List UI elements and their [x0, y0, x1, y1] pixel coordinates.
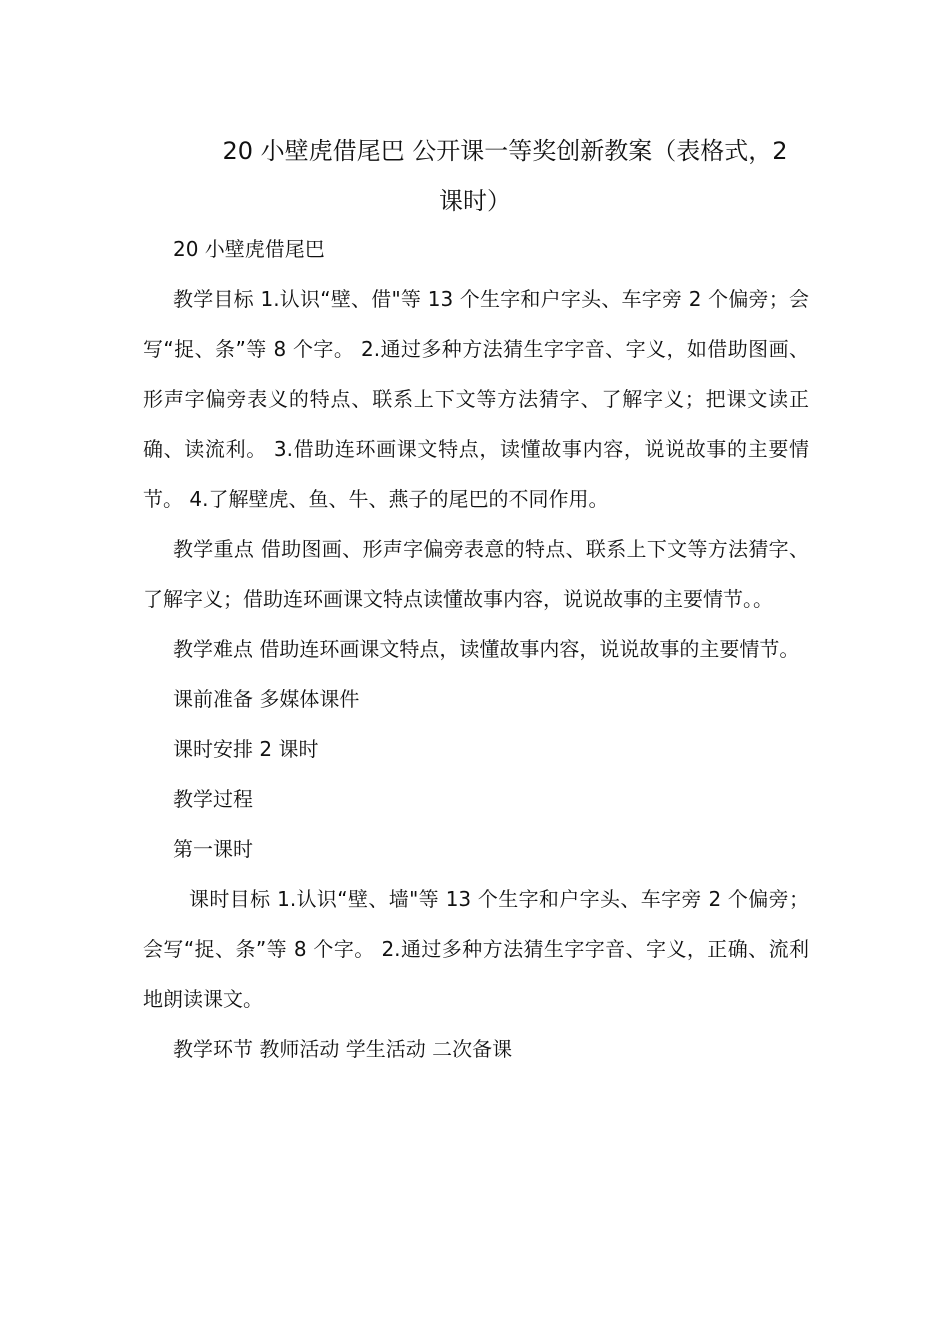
document-body: [143, 224, 809, 1074]
teaching-objectives: 教学目标 1.认识“壁、借"等 13 个生字和户字头、车字旁 2 个偏旁；会写“捉、条”等 8 个字。 2.通过多种方法猜生字字音、字义，如借助图画、形声字偏旁表义的特点、联系上下文等方法猜字、了解字义；把课文读正确、读流利。 3.借助连环画课文特点，读懂故事内容，说说故事的主要情节。 4.了解壁虎、鱼、牛、燕子的尾巴的不同作用。: [143, 287, 809, 511]
title-line-1: 20 小壁虎借尾巴 公开课一等奖创新教案（表格式，2: [222, 137, 788, 165]
document-title: [140, 126, 810, 226]
title-line-2: 课时）: [439, 187, 511, 215]
class-preparation: 课前准备 多媒体课件: [173, 687, 360, 711]
teaching-key-points: 教学重点 借助图画、形声字偏旁表意的特点、联系上下文等方法猜字、了解字义；借助连环画课文特点读懂故事内容，说说故事的主要情节。。: [143, 537, 809, 611]
lesson-subtitle: 20 小壁虎借尾巴: [173, 237, 325, 261]
class-schedule: 课时安排 2 课时: [173, 737, 319, 761]
table-header: 教学环节 教师活动 学生活动 二次备课: [173, 1037, 513, 1061]
first-lesson-heading: 第一课时: [173, 837, 253, 861]
lesson-objectives: 课时目标 1.认识“壁、墙"等 13 个生字和户字头、车字旁 2 个偏旁；会写“捉、条”等 8 个字。 2.通过多种方法猜生字字音、字义，正确、流利地朗读课文。: [143, 887, 809, 1011]
teaching-difficulties: 教学难点 借助连环画课文特点，读懂故事内容，说说故事的主要情节。: [173, 637, 800, 661]
teaching-process: 教学过程: [173, 787, 253, 811]
